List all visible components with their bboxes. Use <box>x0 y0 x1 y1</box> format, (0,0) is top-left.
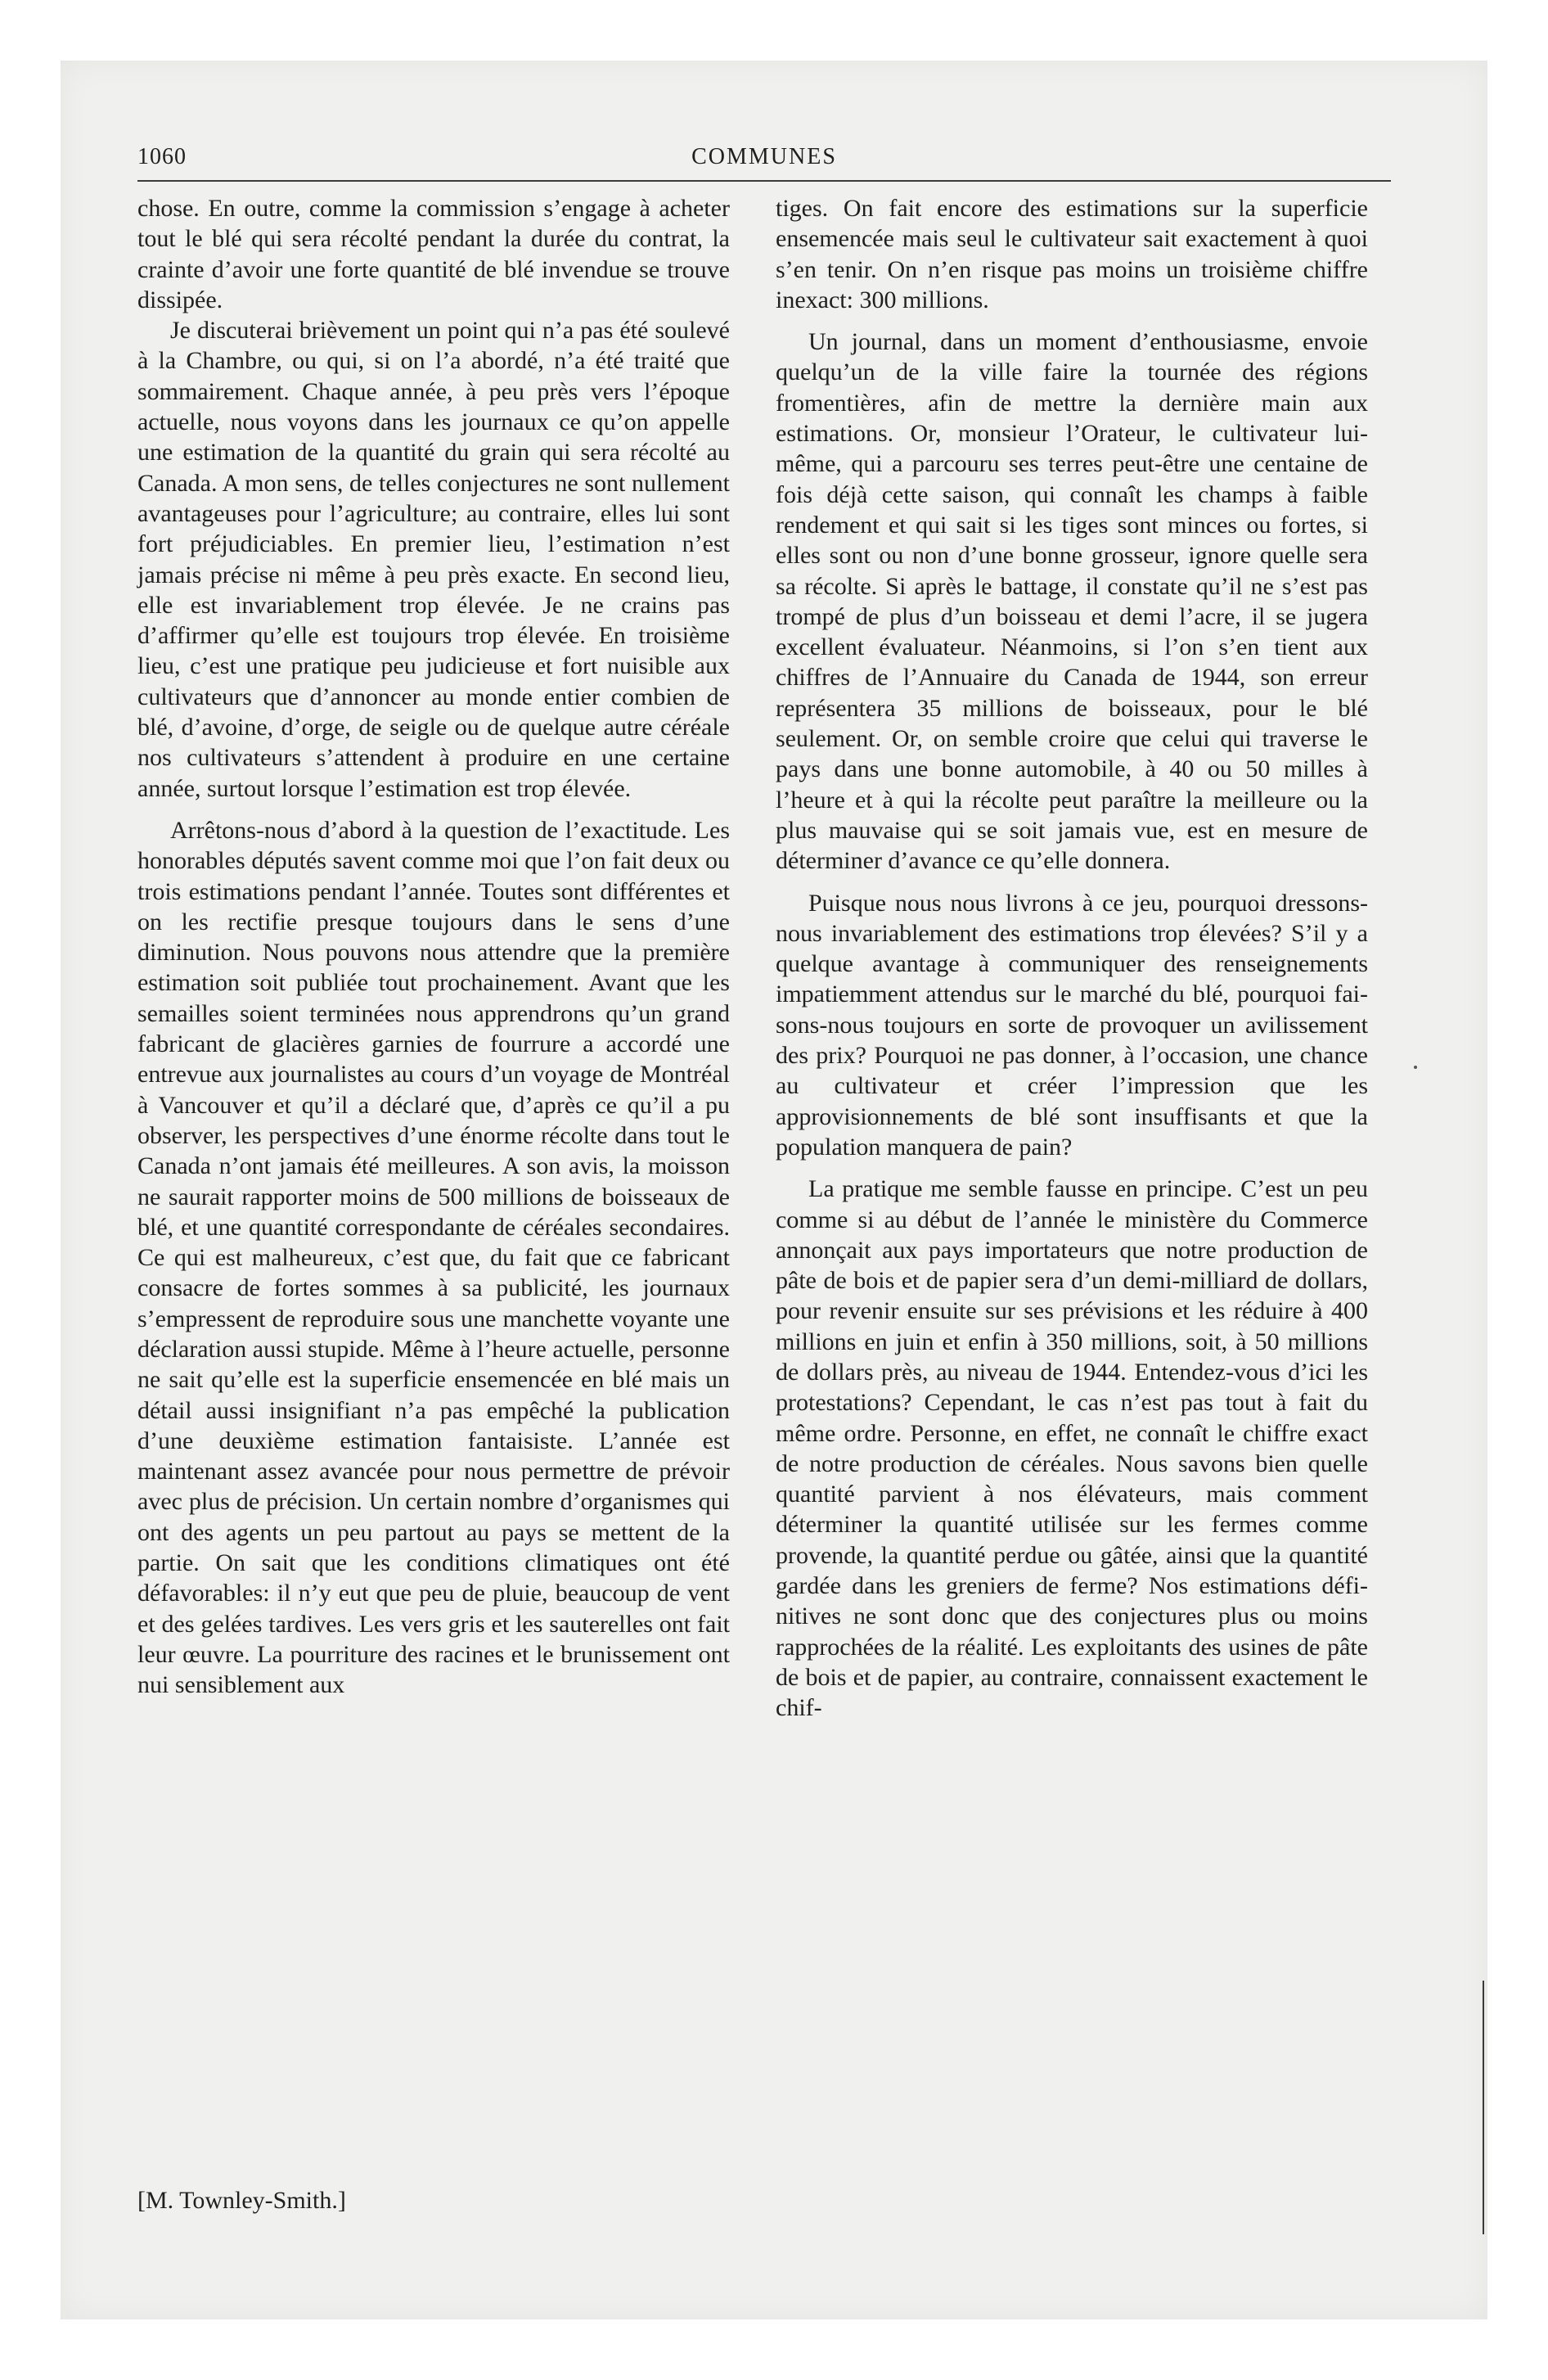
right-column <box>776 193 1368 1724</box>
header-divider <box>137 180 1391 182</box>
paragraph: La pratique me semble fausse en principe. C’est un peu comme si au début de l’année le ministère du Commerce annonçait aux pays importateurs que notre production de pâte de bois et de papier sera d’un demi-milliard de dollars, pour revenir ensuite sur ses prévisions et les réduire à 400 millions en juin et enfin à 350 millions, soit, à 50 millions de dollars près, au niveau de 1944. Entendez-vous d’ici les protestations? Cependant, le cas n’est pas tout à fait du même ordre. Personne, en effet, ne connaît le chiffre exact de notre production de céréales. Nous savons bien quelle quantité parvient à nos élévateurs, mais comment déterminer la quantité utilisée sur les fermes comme provende, la quantité perdue ou gâtée, ainsi que la quantité gardée dans les greniers de ferme? Nos estimations définitives ne sont donc que des conjectures plus ou moins rapprochées de la réalité. Les exploitants des usines de pâte de bois et de papier, au contraire, connaissent exactement le chif- <box>776 1175 1368 1722</box>
paragraph: Un journal, dans un moment d’enthousiasme, envoie quelqu’un de la ville faire la tournée des régions fromentières, afin de mettre la dernière main aux estimations. Or, monsieur l’Orateur, le cultivateur lui-même, qui a parcouru ses terres peut-être une centaine de fois déjà cette saison, qui connaît les champs à faible rendement et qui sait si les tiges sont minces ou fortes, si elles sont ou non d’une bonne grosseur, ignore quelle sera sa récolte. Si après le battage, il constate qu’il ne s’est pas trompé de plus d’un boisseau et demi l’acre, il se jugera excellent évaluateur. Néanmoins, si l’on s’en tient aux chiffres de l’Annuaire du Canada de 1944, son erreur représentera 35 millions de boisseaux, pour le blé seulement. Or, on semble croire que celui qui traverse le pays dans une bonne automobile, à 40 ou 50 milles à l’heure et à qui la récolte peut paraître la meilleure ou la plus mauvaise qui se soit jamais vue, est en mesure de déterminer d’avance ce qu’elle donnera. <box>776 328 1368 875</box>
left-column <box>137 193 730 1701</box>
page-header <box>137 144 1391 177</box>
paragraph: Puisque nous nous livrons à ce jeu, pourquoi dressons-nous invariablement des estimations trop élevées? S’il y a quelque avantage à communiquer des renseignements impatiemment attendus sur le marché du blé, pourquoi faisons-nous toujours en sorte de provoquer un avilissement des prix? Pourquoi ne pas donner, à l’occasion, une chance au cultivateur et créer l’impression que les approvisionnements de blé sont insuffisants et que la population manquera de pain? <box>776 889 1368 1161</box>
paragraph: chose. En outre, comme la commission s’engage à acheter tout le blé qui sera récolté pendant la durée du contrat, la crainte d’avoir une forte quantité de blé invendue se trouve dissipée. <box>137 195 730 313</box>
page-number: 1060 <box>137 144 187 169</box>
speaker-attribution: [M. Townley-Smith.] <box>137 2187 346 2214</box>
paragraph: Je discuterai brièvement un point qui n’a pas été soulevé à la Chambre, ou qui, si on l’a abordé, n’a été traité que sommairement. Chaque année, à peu près vers l’époque actuelle, nous voyons dans les journaux ce qu’on appelle une estimation de la quantité du grain qui sera récolté au Canada. A mon sens, de telles conjectures ne sont nullement avantageuses pour l’agriculture; au contraire, elles lui sont fort préjudiciables. En premier lieu, l’estimation n’est jamais précise ni même à peu près exacte. En second lieu, elle est invariablement trop élevée. Je ne crains pas d’affirmer qu’elle est toujours trop élevée. En troisième lieu, c’est une pratique peu judicieuse et fort nuisible aux cultivateurs que d’annoncer au monde entier combien de blé, d’avoine, d’orge, de seigle ou de quelque autre céréale nos cultivateurs s’attendent à produire en une certaine année, surtout lorsque l’estimation est trop élevée. <box>137 317 730 802</box>
scan-speck <box>1414 1066 1417 1069</box>
running-title: COMMUNES <box>691 144 837 169</box>
paragraph: Arrêtons-nous d’abord à la question de l’exactitude. Les honorables députés savent comme moi que l’on fait deux ou trois estimations pendant l’année. Toutes sont différentes et on les rectifie presque toujours dans le sens d’une diminution. Nous pouvons nous attendre que la première estimation soit publiée tout prochainement. Avant que les semailles soient terminées nous apprendrons qu’un grand fabricant de glacières garnies de fourrure a accordé une entrevue aux journalistes au cours d’un voyage de Montréal à Vancouver et qu’il a déclaré que, d’après ce qu’il a pu observer, les perspectives d’une énorme récolte dans tout le Canada n’ont jamais été meilleures. A son avis, la moisson ne saurait rapporter moins de 500 millions de boisseaux de blé, et une quantité correspondante de céréales secondaires. Ce qui est malheureux, c’est que, du fait que ce fabricant consacre de fortes sommes à sa publicité, les journaux s’empressent de reproduire sous une manchette voyante une déclaration aussi stupide. Même à l’heure actuelle, personne ne sait qu’elle est la superficie ensemencée en blé mais un détail aussi insignifiant n’a pas empêché la publication d’une deuxième estimation fantaisiste. L’année est maintenant assez avancée pour nous permettre de prévoir avec plus de précision. Un certain nombre d’organismes qui ont des agents un peu partout au pays se mettent de la partie. On sait que les conditions climatiques ont été défavorables: il n’y eut que peu de pluie, beaucoup de vent et des gelées tardives. Les vers gris et les sauterelles ont fait leur œuvre. La pourriture des racines et le brunissement ont nui sensiblement aux <box>137 816 730 1699</box>
scan-margin-mark <box>1483 1981 1484 2234</box>
paragraph: tiges. On fait encore des estimations sur la superficie ensemencée mais seul le cultivateur sait exactement à quoi s’en tenir. On n’en risque pas moins un troisième chiffre inexact: 300 millions. <box>776 195 1368 313</box>
